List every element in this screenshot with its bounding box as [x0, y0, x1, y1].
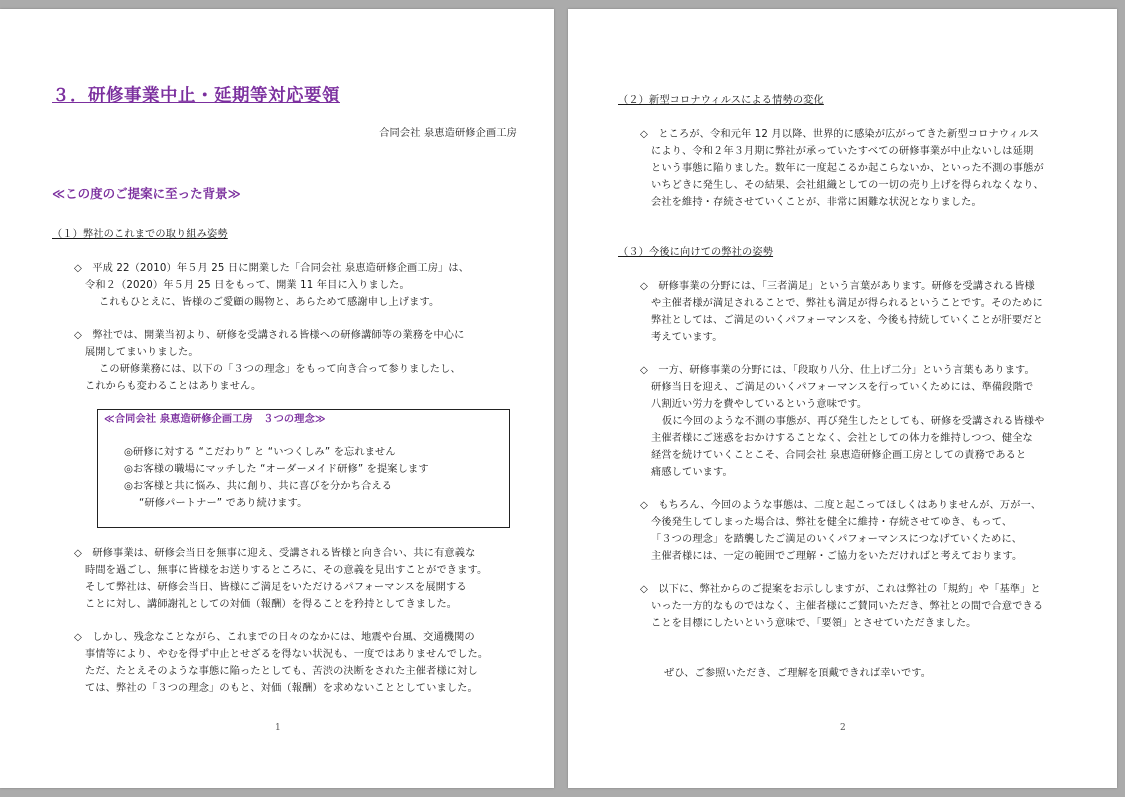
paragraph-line: という事態に陥りました。数年に一度起こるか起こらないか、といった不測の事態が: [651, 163, 1044, 174]
paragraph-line: これからも変わることはありません。: [85, 381, 262, 392]
paragraph-line: や主催者様が満足されることで、弊社も満足が得られるということです。そのために: [651, 298, 1043, 309]
paragraph-line: ◇ 平成 22（2010）年５月 25 日に開業した「合同会社 泉恵造研修企画工房」は、: [74, 263, 470, 274]
paragraph-line: ◇ ところが、令和元年 12 月以降、世界的に感染が広がってきた新型コロナウィルス: [640, 129, 1040, 140]
paragraph-line: 今後発生してしまった場合は、弊社を健全に維持・存続させてゆき、もって、: [651, 517, 1013, 528]
company-name: 合同会社 泉恵造研修企画工房: [379, 128, 517, 139]
paragraph-line: 考えています。: [651, 332, 723, 343]
paragraph-line: ◇ しかし、残念なことながら、これまでの日々のなかには、地震や台風、交通機関の: [74, 632, 475, 643]
paragraph-line: 仮に今回のような不測の事態が、再び発生したとしても、研修を受講される皆様や: [662, 416, 1045, 427]
philosophy-item: ◎お客様の職場にマッチした “オーダーメイド研修” を提案します: [124, 464, 429, 475]
paragraph-line: 事情等により、やむを得ず中止とせざるを得ない状況も、一度ではありませんでした。: [85, 649, 489, 660]
philosophy-item: ◎お客様と共に悩み、共に創り、共に喜びを分かち合える: [124, 481, 393, 492]
document-page-1: [0, 9, 554, 788]
paragraph-line: 「３つの理念」を踏襲したご満足のいくパフォーマンスにつなげていくために、: [651, 534, 1023, 545]
paragraph-line: 令和２（2020）年５月 25 日をもって、開業 11 年目に入りました。: [85, 280, 410, 291]
paragraph-line: 経営を続けていくことこそ、合同会社 泉恵造研修企画工房としての責務であると: [651, 450, 1027, 461]
paragraph-line: ◇ 研修事業は、研修会当日を無事に迎え、受講される皆様と向き合い、共に有意義な: [74, 548, 476, 559]
subsection-heading-1: （１）弊社のこれまでの取り組み姿勢: [52, 229, 228, 240]
paragraph-line: ては、弊社の「３つの理念」のもと、対価（報酬）を求めないこととしていました。: [85, 683, 478, 694]
paragraph-line: 主催者様には、一定の範囲でご理解・ご協力をいただければと考えております。: [651, 551, 1023, 562]
paragraph-line: いった一方的なものではなく、主催者様にご賛同いただき、弊社との間で合意できる: [651, 601, 1044, 612]
philosophy-box-heading: ≪合同会社 泉恵造研修企画工房 ３つの理念≫: [104, 414, 326, 425]
paragraph-line: 会社を維持・存続させていくことが、非常に困難な状況となりました。: [651, 197, 982, 208]
paragraph-line: ◇ 一方、研修事業の分野には、「段取り八分、仕上げ二分」という言葉もあります。: [640, 365, 1035, 376]
paragraph-line: これもひとえに、皆様のご愛顧の賜物と、あらためて感謝申し上げます。: [99, 297, 440, 308]
paragraph-line: そして弊社は、研修会当日、皆様にご満足をいただけるパフォーマンスを展開する: [85, 582, 467, 593]
paragraph-line: ことに対し、講師謝礼としての対価（報酬）を得ることを矜持としてきました。: [85, 599, 458, 610]
page-number: 2: [840, 723, 846, 733]
philosophy-item: ◎研修に対する “こだわり” と “いつくしみ” を忘れません: [124, 447, 396, 458]
paragraph-line: ことを目標にしたいという意味で、「要領」とさせていただきました。: [651, 618, 977, 629]
paragraph-line: いちどきに発生し、その結果、会社組織としての一切の売り上げを得られなくなり、: [651, 180, 1044, 191]
subsection-heading-2: （２）新型コロナウィルスによる情勢の変化: [618, 95, 824, 106]
paragraph-line: この研修業務には、以下の「３つの理念」をもって向き合って参りましたし、: [99, 364, 461, 375]
paragraph-line: ◇ 弊社では、開業当初より、研修を受講される皆様への研修講師等の業務を中心に: [74, 330, 465, 341]
paragraph-line: 時間を過ごし、無事に皆様をお送りするところに、その意義を見出すことができます。: [85, 565, 488, 576]
paragraph-line: 痛感しています。: [651, 467, 733, 478]
paragraph-line: 弊社としては、ご満足のいくパフォーマンスを、今後も持続していくことが肝要だと: [651, 315, 1044, 326]
section-heading: ≪この度のご提案に至った背景≫: [52, 186, 241, 201]
paragraph-line: により、令和２年３月期に弊社が承っていたすべての研修事業が中止ないしは延期: [651, 146, 1034, 157]
paragraph-line: 研修当日を迎え、ご満足のいくパフォーマンスを行っていくためには、準備段階で: [651, 382, 1034, 393]
paragraph-line: 主催者様にご迷惑をおかけすることなく、会社としての体力を維持しつつ、健全な: [651, 433, 1033, 444]
philosophy-item: “研修パートナー” であり続けます。: [139, 498, 308, 509]
paragraph-line: ◇ 以下に、弊社からのご提案をお示ししますが、これは弊社の「規約」や「基準」と: [640, 584, 1041, 595]
paragraph-line: 展開してまいりました。: [85, 347, 199, 358]
paragraph-line: ただ、たとえそのような事態に陥ったとしても、苦渋の決断をされた主催者様に対し: [85, 666, 478, 677]
closing-line: ぜひ、ご参照いただき、ご理解を頂戴できれば幸いです。: [664, 668, 932, 679]
paragraph-line: ◇ もちろん、今回のような事態は、二度と起こってほしくはありませんが、万が一、: [640, 500, 1042, 511]
document-page-2: [568, 9, 1117, 788]
paragraph-line: ◇ 研修事業の分野には、「三者満足」という言葉があります。研修を受講される皆様: [640, 281, 1035, 292]
paragraph-line: 八割近い労力を費やしているという意味です。: [651, 399, 868, 410]
page-number: 1: [275, 723, 281, 733]
subsection-heading-3: （３）今後に向けての弊社の姿勢: [618, 247, 774, 258]
page-title: ３．研修事業中止・延期等対応要領: [52, 86, 340, 106]
